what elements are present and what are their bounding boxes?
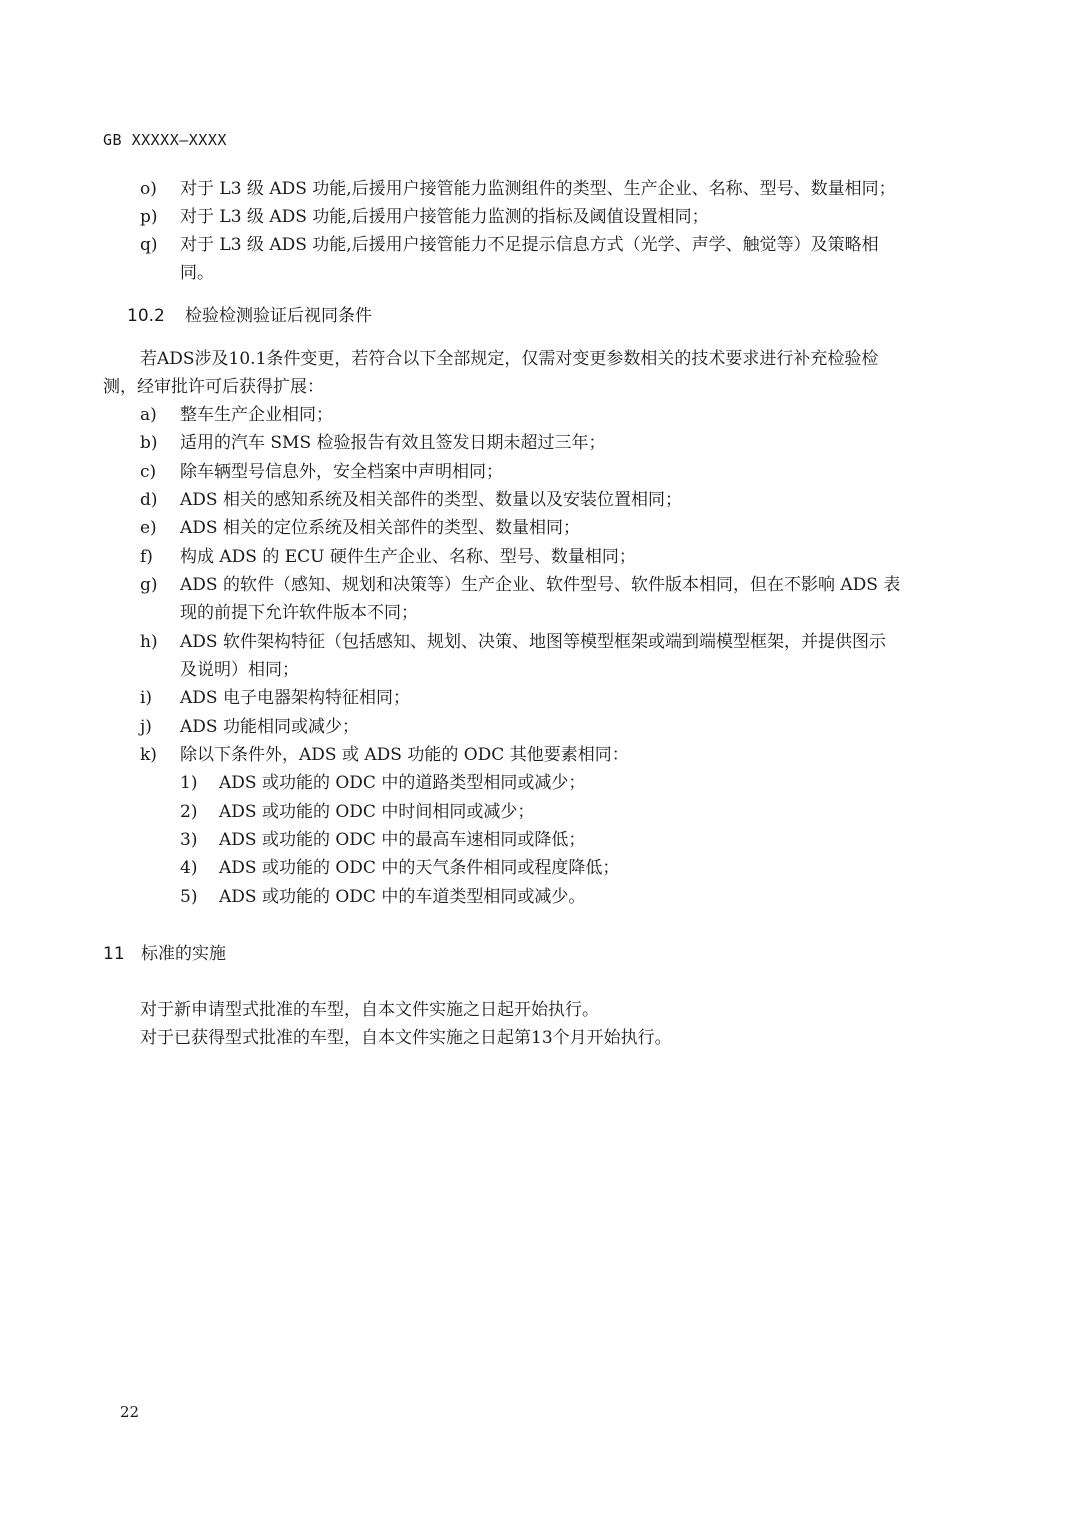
sublist-item-5 (180, 883, 585, 911)
sublist-marker: 2) (180, 802, 198, 822)
section-number: 11 (103, 944, 125, 964)
list-marker: a) (140, 405, 157, 425)
sublist-item-text: ADS 或功能的 ODC 中的天气条件相同或程度降低； (219, 858, 620, 878)
list-item-text: ADS 相关的定位系统及相关部件的类型、数量相同； (180, 518, 580, 538)
section-title: 标准的实施 (141, 944, 226, 964)
section-heading-11 (103, 940, 226, 968)
list-item-text: ADS 软件架构特征（包括感知、规划、决策、地图等模型框架或端到端模型框架，并提供图示 (180, 632, 886, 652)
sublist-item-1 (180, 769, 585, 797)
list-marker: h) (140, 632, 158, 652)
sublist-marker: 1) (180, 773, 198, 793)
list-item-b (140, 429, 606, 457)
list-item-text: 对于 L3 级 ADS 功能,后援用户接管能力不足提示信息方式（光学、声学、触觉等）及策略相 (180, 235, 879, 255)
sublist-item-text: ADS 或功能的 ODC 中的道路类型相同或减少； (219, 773, 586, 793)
list-item-text: 整车生产企业相同； (180, 405, 333, 425)
list-item-p (140, 203, 709, 231)
section-paragraph-1: 对于新申请型式批准的车型，自本文件实施之日起开始执行。 (140, 1000, 599, 1020)
sublist-marker: 3) (180, 830, 198, 850)
section-intro-line-1: 若ADS涉及10.1条件变更，若符合以下全部规定，仅需对变更参数相关的技术要求进行补充检验检 (140, 349, 879, 369)
list-marker: g) (140, 575, 158, 595)
sublist-item-2 (180, 798, 534, 826)
list-item-k (140, 741, 629, 769)
list-marker: i) (140, 688, 153, 708)
list-marker: f) (140, 547, 153, 567)
section-paragraph-2: 对于已获得型式批准的车型，自本文件实施之日起第13个月开始执行。 (140, 1028, 672, 1048)
list-item-text: ADS 电子电器架构特征相同； (180, 688, 410, 708)
list-item-e (140, 514, 580, 542)
sublist-marker: 5) (180, 887, 198, 907)
list-item-text: 适用的汽车 SMS 检验报告有效且签发日期未超过三年； (180, 433, 606, 453)
sublist-item-4 (180, 854, 619, 882)
list-marker: j) (140, 717, 152, 737)
list-item-q-continuation: 同。 (180, 263, 214, 283)
list-item-j (140, 713, 359, 741)
list-item-a (140, 401, 333, 429)
sublist-marker: 4) (180, 858, 198, 878)
list-marker: b) (140, 433, 158, 453)
list-marker: p) (140, 207, 158, 227)
list-marker: e) (140, 518, 157, 538)
list-item-text: 对于 L3 级 ADS 功能,后援用户接管能力监测的指标及阈值设置相同； (180, 207, 709, 227)
document-code-header: GB XXXXX—XXXX (103, 131, 227, 149)
sublist-item-text: ADS 或功能的 ODC 中的最高车速相同或降低； (219, 830, 586, 850)
list-marker: c) (140, 462, 157, 482)
list-item-text: 构成 ADS 的 ECU 硬件生产企业、名称、型号、数量相同； (180, 547, 636, 567)
sublist-item-text: ADS 或功能的 ODC 中时间相同或减少； (219, 802, 535, 822)
list-item-text: ADS 功能相同或减少； (180, 717, 359, 737)
list-item-text: ADS 的软件（感知、规划和决策等）生产企业、软件型号、软件版本相同，但在不影响 ADS 表 (180, 575, 901, 595)
list-item-g-continuation: 现的前提下允许软件版本不同； (180, 603, 418, 623)
page-number: 22 (120, 1403, 140, 1421)
list-marker: d) (140, 490, 158, 510)
section-title: 检验检测验证后视同条件 (185, 306, 372, 326)
list-item-q (140, 231, 879, 259)
list-marker: k) (140, 745, 157, 765)
list-item-f (140, 543, 636, 571)
list-item-text: 对于 L3 级 ADS 功能,后援用户接管能力监测组件的类型、生产企业、名称、型号、数量相同； (180, 179, 896, 199)
list-item-h-continuation: 及说明）相同； (180, 660, 299, 680)
list-item-o (140, 175, 896, 203)
list-item-h (140, 628, 886, 656)
section-number: 10.2 (127, 306, 165, 326)
section-intro-line-2: 测，经审批许可后获得扩展： (103, 377, 324, 397)
list-item-text: 除车辆型号信息外，安全档案中声明相同； (180, 462, 503, 482)
list-item-i (140, 684, 410, 712)
list-item-text: 除以下条件外，ADS 或 ADS 功能的 ODC 其他要素相同： (180, 745, 629, 765)
sublist-item-3 (180, 826, 585, 854)
list-item-text: ADS 相关的感知系统及相关部件的类型、数量以及安装位置相同； (180, 490, 682, 510)
sublist-item-text: ADS 或功能的 ODC 中的车道类型相同或减少。 (219, 887, 586, 907)
list-marker: q) (140, 235, 158, 255)
list-item-c (140, 458, 503, 486)
list-marker: o) (140, 179, 157, 199)
list-item-d (140, 486, 682, 514)
list-item-g (140, 571, 900, 599)
section-heading-10-2 (127, 302, 372, 330)
